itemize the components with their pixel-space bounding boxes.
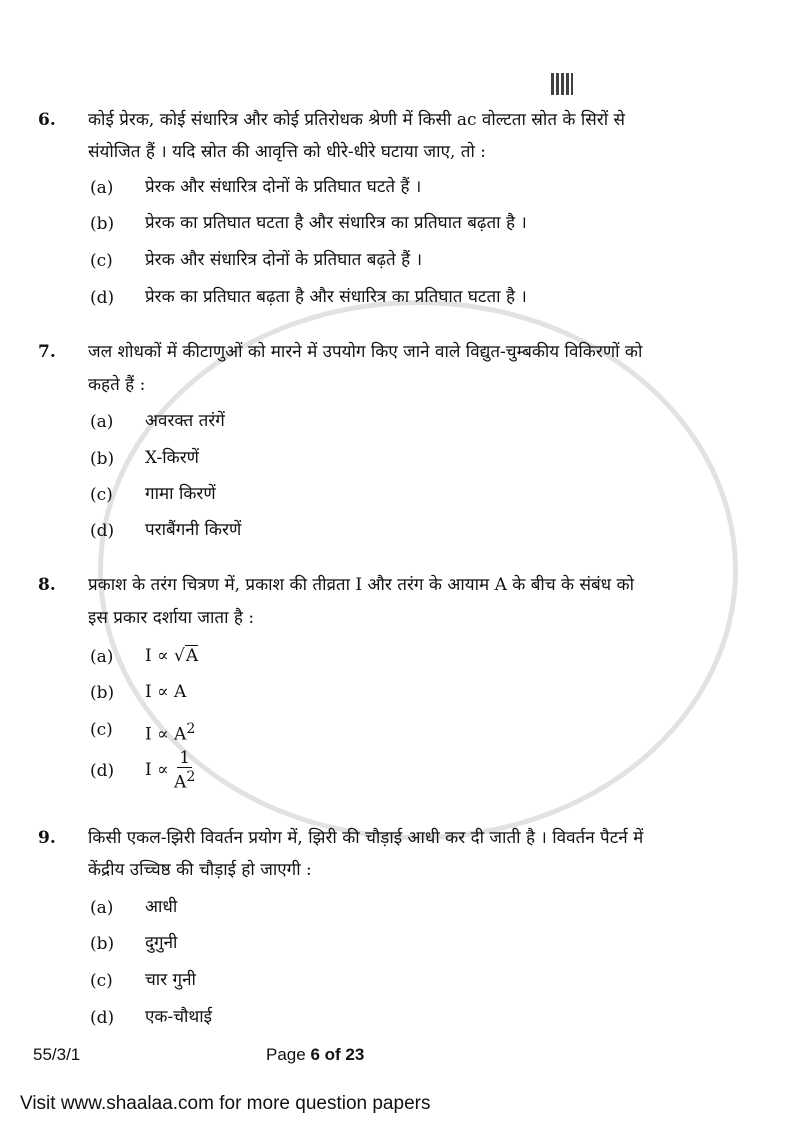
option-label: (b) — [90, 449, 115, 469]
denominator-exponent: 2 — [186, 769, 196, 786]
page-prefix: Page — [266, 1045, 311, 1064]
option-text: अवरक्त तरंगें — [145, 411, 225, 431]
formula-base: A — [174, 724, 187, 745]
formula-sqrt-arg: A — [185, 646, 199, 666]
option-text: गामा किरणें — [145, 484, 216, 504]
question-text: किसी एकल-झिरी विवर्तन प्रयोग में, झिरी की चौड़ाई आधी कर दी जाती है । विवर्तन पैटर्न में — [88, 828, 644, 848]
paper-code: 55/3/1 — [33, 1045, 81, 1064]
option-text: पराबैंगनी किरणें — [145, 520, 242, 540]
option-label: (b) — [90, 934, 115, 954]
page-of: of — [319, 1045, 346, 1064]
formula-lhs: I ∝ — [145, 646, 169, 666]
option-label: (b) — [90, 214, 115, 234]
option-label: (a) — [90, 412, 114, 432]
option-text: चार गुनी — [145, 970, 196, 990]
option-label: (a) — [90, 178, 114, 198]
option-text: एक-चौथाई — [145, 1007, 213, 1027]
formula-lhs: I ∝ — [145, 724, 169, 745]
formula-lhs: I ∝ — [145, 682, 169, 702]
option-label: (d) — [90, 1008, 115, 1028]
question-text: कहते हैं : — [88, 375, 146, 395]
question-text: कोई प्रेरक, कोई संधारित्र और कोई प्रतिरोधक श्रेणी में किसी ac वोल्टता स्रोत के सिरों से — [88, 110, 626, 130]
option-label: (c) — [90, 720, 113, 740]
question-number: 6. — [38, 110, 56, 130]
option-label: (a) — [90, 647, 114, 667]
fraction-numerator: 1 — [179, 748, 191, 769]
option-text: प्रेरक का प्रतिघात बढ़ता है और संधारित्र का प्रतिघात घटता है । — [145, 287, 527, 307]
question-text: केंद्रीय उच्चिष्ठ की चौड़ाई हो जाएगी : — [88, 860, 312, 880]
option-text: दुगुनी — [145, 933, 178, 953]
page-number — [266, 1045, 364, 1065]
option-label: (d) — [90, 288, 115, 308]
option-text: प्रेरक और संधारित्र दोनों के प्रतिघात घटते हैं । — [145, 177, 422, 197]
question-text: संयोजित हैं । यदि स्रोत की आवृत्ति को धीरे-धीरे घटाया जाए, तो : — [88, 142, 487, 162]
option-text: प्रेरक का प्रतिघात घटता है और संधारित्र का प्रतिघात बढ़ता है । — [145, 213, 527, 233]
option-formula — [145, 681, 186, 703]
denominator-base: A — [174, 772, 187, 793]
question-number: 9. — [38, 828, 56, 848]
option-label: (d) — [90, 521, 115, 541]
formula-fraction — [174, 749, 195, 792]
option-label: (b) — [90, 683, 115, 703]
option-text: आधी — [145, 897, 178, 917]
formula-exponent: 2 — [186, 721, 196, 737]
page-current: 6 — [310, 1045, 320, 1064]
fraction-denominator — [174, 768, 195, 792]
option-label: (c) — [90, 251, 113, 271]
option-formula — [145, 748, 195, 792]
option-label: (d) — [90, 761, 115, 781]
option-text: X-किरणें — [145, 448, 199, 468]
question-text: इस प्रकार दर्शाया जाता है : — [88, 608, 255, 628]
page-total: 23 — [345, 1045, 365, 1064]
question-text: प्रकाश के तरंग चित्रण में, प्रकाश की तीव्रता I और तरंग के आयाम A के बीच के संबंध को — [88, 575, 635, 595]
option-formula: I ∝ √A — [145, 646, 199, 666]
question-text: जल शोधकों में कीटाणुओं को मारने में उपयोग किए जाने वाले विद्युत-चुम्बकीय विकिरणों को — [88, 342, 643, 362]
option-label: (a) — [90, 898, 114, 918]
qr-code-icon — [551, 73, 573, 95]
option-label: (c) — [90, 971, 113, 991]
option-label: (c) — [90, 485, 113, 505]
question-number: 7. — [38, 342, 56, 362]
option-text: प्रेरक और संधारित्र दोनों के प्रतिघात बढ़ते हैं । — [145, 250, 423, 270]
question-number: 8. — [38, 575, 56, 595]
formula-lhs: I ∝ — [145, 760, 169, 780]
formula-base: A — [174, 682, 187, 702]
visit-link[interactable]: Visit www.shaalaa.com for more question papers — [20, 1093, 431, 1114]
option-formula — [145, 718, 195, 746]
